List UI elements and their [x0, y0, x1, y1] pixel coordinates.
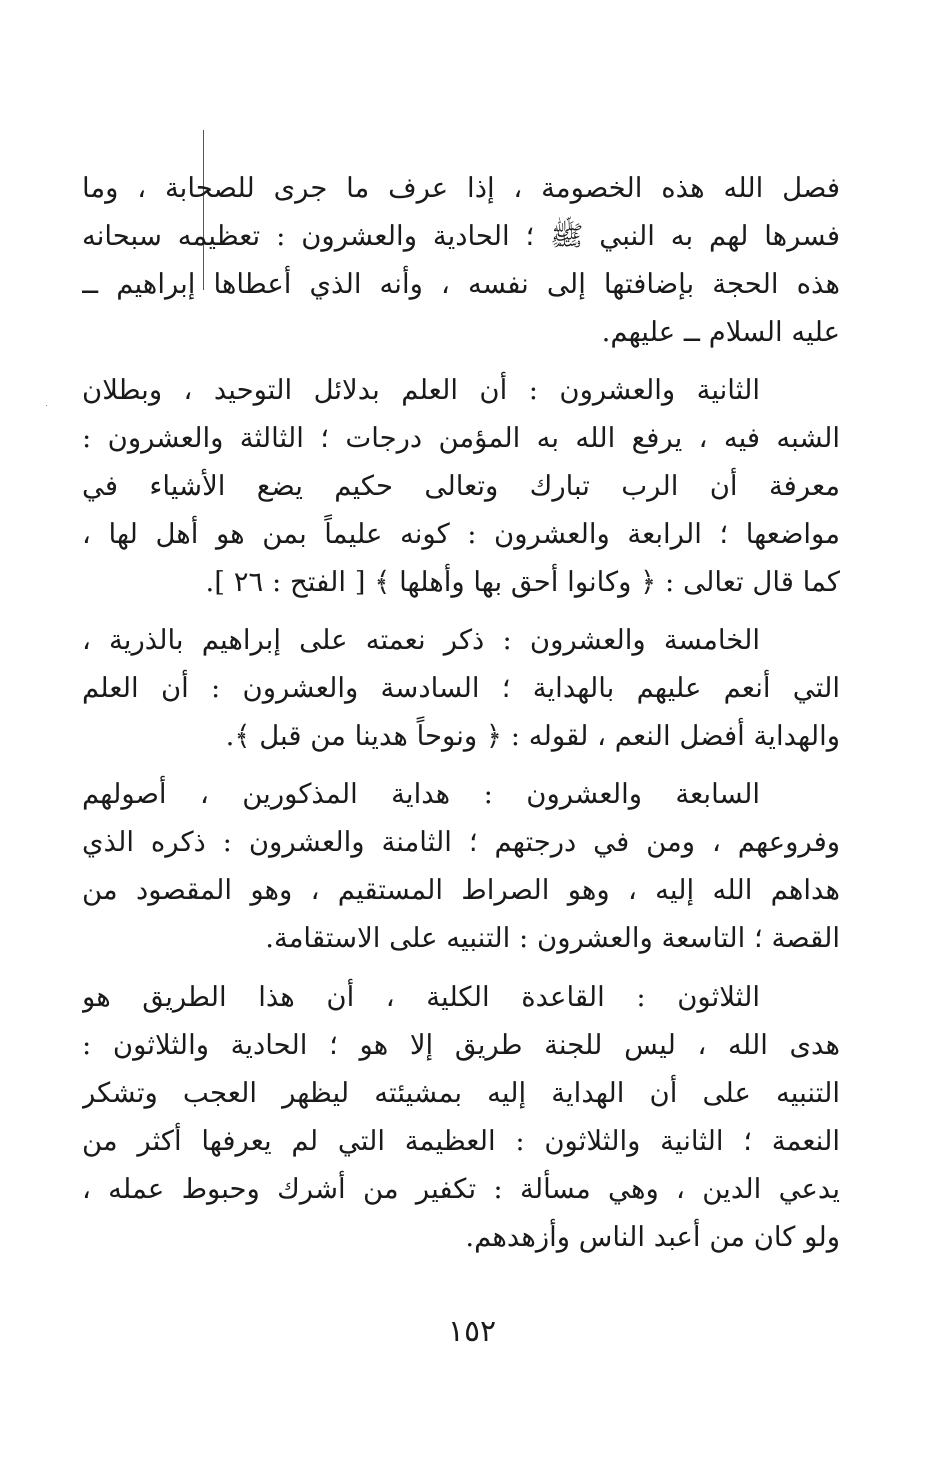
text-line: فصل الله هذه الخصومة ، إذا عرف ما جرى للصحابة ، وما	[82, 172, 840, 204]
text-line: الشبه فيه ، يرفع الله به المؤمن درجات ؛ الثالثة والعشرون :	[82, 422, 840, 454]
text-line: فسرها لهم به النبي ﷺ ؛ الحادية والعشرون : تعظيمه سبحانه	[82, 220, 840, 252]
paragraph-2	[82, 366, 840, 606]
page-number: ١٥٢	[447, 1314, 497, 1349]
text-line: يدعي الدين ، وهي مسألة : تكفير من أشرك وحبوط عمله ،	[82, 1173, 840, 1205]
text-line: هداهم الله إليه ، وهو الصراط المستقيم ، وهو المقصود من	[82, 874, 840, 906]
text-line: كما قال تعالى : ﴿ وكانوا أحق بها وأهلها ﴾ [ الفتح : ٢٦ ].	[205, 566, 840, 598]
paragraph-4	[82, 770, 840, 962]
text-line: والهداية أفضل النعم ، لقوله : ﴿ ونوحاً هدينا من قبل ﴾.	[225, 720, 840, 752]
text-line: هدى الله ، ليس للجنة طريق إلا هو ؛ الحادية والثلاثون :	[82, 1029, 840, 1061]
text-line: النعمة ؛ الثانية والثلاثون : العظيمة التي لم يعرفها أكثر من	[82, 1125, 840, 1157]
paragraph-gap	[82, 606, 840, 616]
text-line: التي أنعم عليهم بالهداية ؛ السادسة والعشرون : أن العلم	[82, 672, 840, 704]
text-line: عليه السلام ــ عليهم.	[601, 316, 840, 348]
text-line: السابعة والعشرون : هداية المذكورين ، أصولهم	[82, 778, 760, 810]
paragraph-gap	[82, 962, 840, 973]
paragraph-gap	[82, 356, 840, 366]
paragraph-gap	[82, 760, 840, 770]
paragraph-1	[82, 164, 840, 356]
text-line: الثلاثون : القاعدة الكلية ، أن هذا الطريق هو	[82, 981, 760, 1013]
text-line: ولو كان من أعبد الناس وأزهدهم.	[465, 1221, 840, 1253]
text-line: الثانية والعشرون : أن العلم بدلائل التوحيد ، وبطلان	[82, 374, 760, 406]
text-line: القصة ؛ التاسعة والعشرون : التنبيه على الاستقامة.	[265, 922, 840, 954]
text-line: وفروعهم ، ومن في درجتهم ؛ الثامنة والعشرون : ذكره الذي	[82, 826, 840, 858]
scan-artifact-dot	[46, 405, 47, 406]
page-body-text	[82, 164, 840, 1261]
text-line: هذه الحجة بإضافتها إلى نفسه ، وأنه الذي أعطاها إبراهيم ــ	[82, 268, 840, 300]
text-line: التنبيه على أن الهداية إليه بمشيئته ليظهر العجب وتشكر	[82, 1077, 840, 1109]
text-line: مواضعها ؛ الرابعة والعشرون : كونه عليماً بمن هو أهل لها ،	[82, 518, 840, 550]
paragraph-5	[82, 973, 840, 1261]
text-line: الخامسة والعشرون : ذكر نعمته على إبراهيم بالذرية ،	[82, 624, 760, 656]
text-line: معرفة أن الرب تبارك وتعالى حكيم يضع الأشياء في	[82, 470, 840, 502]
paragraph-3	[82, 616, 840, 760]
